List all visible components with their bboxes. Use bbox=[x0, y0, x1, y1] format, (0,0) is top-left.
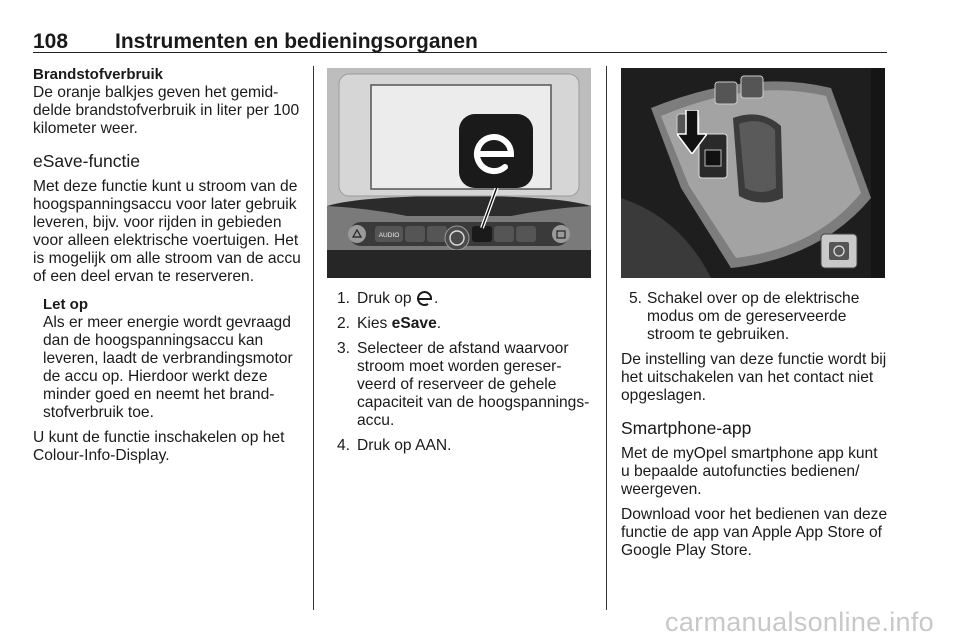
column-divider bbox=[606, 66, 607, 610]
paragraph: De instelling van deze functie wordt bij het uitschakelen van het contact niet opgeslagen. bbox=[621, 351, 887, 404]
column-divider bbox=[313, 66, 314, 610]
paragraph: De oranje balkjes geven het gemid-delde brandstofverbruik in liter per 100 kilometer weer. bbox=[33, 84, 300, 137]
header-divider bbox=[33, 52, 887, 53]
list-item: 4. Druk op AAN. bbox=[337, 437, 452, 454]
paragraph: Met de myOpel smartphone app kunt u bepaalde autofuncties bedienen/ weergeven. bbox=[621, 445, 878, 498]
paragraph: U kunt de functie inschakelen op het Colour-Info-Display. bbox=[33, 429, 285, 464]
figure-display-console bbox=[327, 68, 591, 278]
watermark: carmanualsonline.info bbox=[665, 607, 934, 637]
figure-gear-console bbox=[621, 68, 885, 278]
note-title: Let op bbox=[43, 296, 88, 313]
note-box bbox=[33, 296, 301, 422]
esave-icon bbox=[416, 290, 434, 306]
audio-button-label: AUDIO bbox=[378, 232, 400, 239]
instruction-list bbox=[621, 290, 889, 344]
list-item: 3. Selecteer de afstand waarvoor stroom moet worden gereser-veerd of reserveer de gehele capaciteit van de hoogspannings-accu. bbox=[337, 340, 590, 429]
column-right bbox=[621, 290, 889, 560]
subheading-fuel: Brandstofverbruik bbox=[33, 66, 164, 83]
esave-icon bbox=[459, 114, 533, 188]
column-left bbox=[33, 66, 301, 465]
page-number: 108 bbox=[33, 30, 69, 53]
paragraph: Met deze functie kunt u stroom van de hoogspanningsaccu voor later gebruik leveren, bijv. voor rijden in gebieden voor alleen elektrische voertuigen. Het is mogelijk om alle stroom van de accu of een deel ervan te reserveren. bbox=[33, 178, 301, 285]
page-title: Instrumenten en bedieningsorganen bbox=[115, 30, 478, 53]
list-item: 5. Schakel over op de elektrische modus om de gereserveerde stroom te gebruiken. bbox=[629, 290, 860, 343]
paragraph: Download voor het bedienen van deze functie de app van Apple App Store of Google Play Store. bbox=[621, 506, 888, 559]
column-middle bbox=[337, 290, 595, 462]
page-header bbox=[33, 26, 887, 56]
section-heading-esave: eSave-functie bbox=[33, 151, 141, 171]
list-item: 1. Druk op . bbox=[337, 290, 439, 307]
note-text: Als er meer energie wordt gevraagd dan de hoogspanningsaccu kan leveren, laadt de verbrandingsmotor de accu op. Hierdoor werkt deze minder goed en neemt het brand-stofverbruik toe. bbox=[43, 314, 293, 421]
down-arrow-icon bbox=[677, 110, 707, 154]
list-item: 2. Kies eSave. bbox=[337, 315, 442, 332]
instruction-list bbox=[337, 290, 595, 455]
section-heading-smartphone: Smartphone-app bbox=[621, 418, 752, 438]
